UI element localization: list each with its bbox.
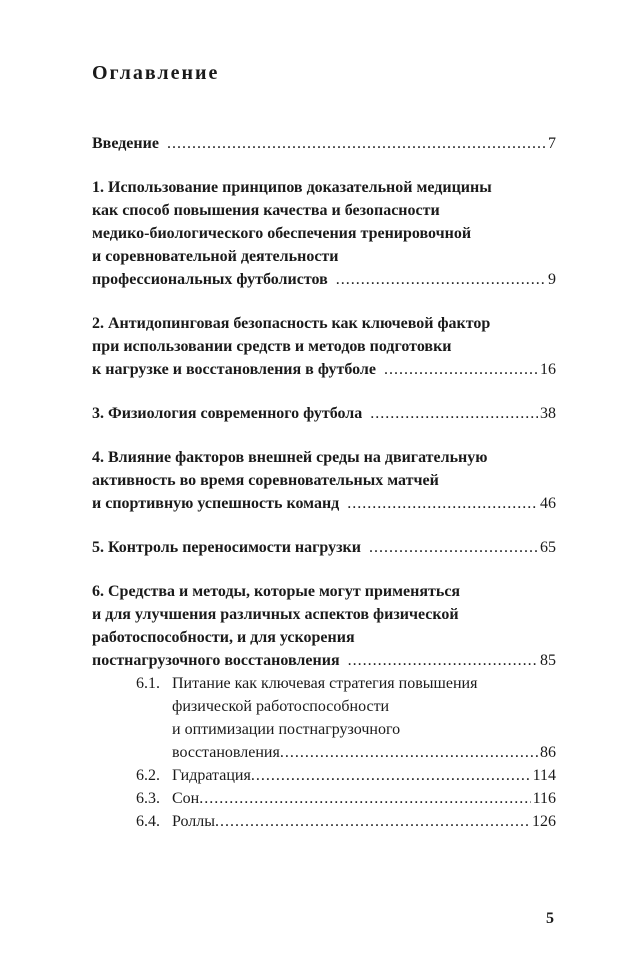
toc-entry-2[interactable] — [92, 312, 556, 381]
toc-entry-line: восстановления — [172, 744, 280, 761]
table-of-contents — [92, 132, 556, 833]
toc-page-number: 65 — [540, 539, 556, 556]
toc-page-number: 9 — [548, 271, 556, 288]
toc-page-number: 86 — [540, 744, 556, 761]
toc-page-number: 126 — [532, 813, 556, 830]
dot-leader — [215, 810, 530, 833]
toc-entry-line: 2. Антидопинговая безопасность как ключевой фактор — [92, 315, 491, 332]
toc-page-number: 114 — [532, 767, 556, 784]
toc-entry-line: 4. Влияние факторов внешней среды на двигательную — [92, 449, 488, 466]
toc-entry-line: 1. Использование принципов доказательной медицины — [92, 179, 492, 196]
toc-entry-line: профессиональных футболистов — [92, 271, 328, 288]
toc-page-number: 16 — [540, 361, 556, 378]
toc-subentry-number: 6.4. — [136, 813, 160, 830]
toc-entry-line: физической работоспособности — [172, 698, 390, 715]
toc-subentry-number: 6.3. — [136, 790, 160, 807]
toc-entry-line: работоспособности, и для ускорения — [92, 629, 355, 646]
dot-leader — [348, 649, 538, 672]
toc-entry-line: Роллы — [172, 813, 216, 830]
toc-entry-intro[interactable] — [92, 132, 556, 155]
toc-entry-line: активность во время соревновательных матчей — [92, 472, 439, 489]
toc-entry-5[interactable] — [92, 536, 556, 559]
toc-entry-line: и для улучшения различных аспектов физической — [92, 606, 459, 623]
dot-leader — [369, 536, 538, 559]
toc-subentry-6-1[interactable] — [136, 672, 556, 764]
dot-leader — [167, 132, 546, 155]
toc-entry-line: постнагрузочного восстановления — [92, 652, 340, 669]
toc-entry-line: и оптимизации постнагрузочного — [172, 721, 401, 738]
toc-entry-line: к нагрузке и восстановления в футболе — [92, 361, 376, 378]
toc-subentry-6-4[interactable] — [136, 810, 556, 833]
dot-leader — [384, 358, 538, 381]
toc-entry-line: как способ повышения качества и безопасности — [92, 202, 440, 219]
toc-entry-line: Гидратация — [172, 767, 251, 784]
toc-page-number: 38 — [540, 405, 556, 422]
toc-entry-line: медико-биологического обеспечения тренировочной — [92, 225, 472, 242]
toc-entry-line: Сон — [172, 790, 200, 807]
page-number: 5 — [546, 910, 554, 927]
toc-entry-3[interactable] — [92, 402, 556, 425]
toc-entry-line: 3. Физиология современного футбола — [92, 405, 363, 422]
toc-page-number: 7 — [548, 135, 556, 152]
toc-entry-6[interactable] — [92, 580, 556, 672]
toc-entry-title: Введение — [92, 135, 159, 152]
dot-leader — [280, 741, 538, 764]
dot-leader — [347, 492, 538, 515]
toc-entry-line: и соревновательной деятельности — [92, 248, 339, 265]
toc-page-number: 46 — [540, 495, 556, 512]
toc-subentry-6-2[interactable] — [136, 764, 556, 787]
dot-leader — [336, 268, 546, 291]
toc-subentry-number: 6.1. — [136, 675, 160, 692]
toc-entry-line: 6. Средства и методы, которые могут применяться — [92, 583, 461, 600]
toc-entry-4[interactable] — [92, 446, 556, 515]
toc-page-number: 85 — [540, 652, 556, 669]
toc-page-number: 116 — [532, 790, 556, 807]
page-title: Оглавление — [92, 62, 220, 84]
toc-subentry-number: 6.2. — [136, 767, 160, 784]
dot-leader — [251, 764, 531, 787]
toc-entry-line: и спортивную успешность команд — [92, 495, 340, 512]
toc-entry-line: при использовании средств и методов подготовки — [92, 338, 452, 355]
toc-subentry-6-3[interactable] — [136, 787, 556, 810]
toc-entry-line: Питание как ключевая стратегия повышения — [172, 675, 478, 692]
dot-leader — [370, 402, 538, 425]
toc-entry-1[interactable] — [92, 176, 556, 291]
toc-entry-line: 5. Контроль переносимости нагрузки — [92, 539, 361, 556]
dot-leader — [199, 787, 530, 810]
